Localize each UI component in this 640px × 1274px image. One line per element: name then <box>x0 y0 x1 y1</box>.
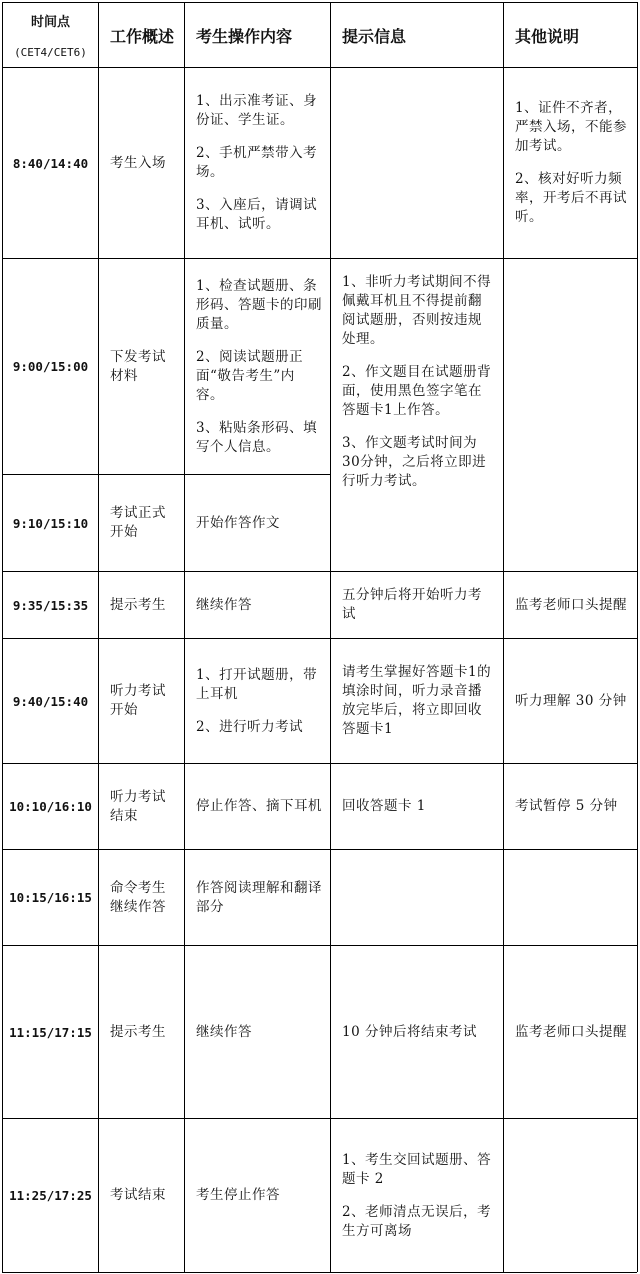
cell-text: 1、证件不齐者，严禁入场，不能参加考试。 <box>515 100 627 154</box>
cell-text: 监考老师口头提醒 <box>515 1023 627 1040</box>
notice-cell-empty <box>331 68 503 258</box>
cell-text: 1、非听力考试期间不得佩戴耳机且不得提前翻阅试题册，否则按违规处理。 <box>342 274 492 347</box>
other-cell <box>504 639 637 763</box>
cell-text: 考生停止作答 <box>196 1187 280 1203</box>
time-cell <box>3 68 98 258</box>
header-notice-label: 提示信息 <box>342 26 407 46</box>
other-cell <box>504 68 637 258</box>
header-time-cell <box>3 3 98 67</box>
other-cell <box>504 572 637 638</box>
overview-text: 听力考试结束 <box>110 788 166 824</box>
cell-text: 1、出示准考证、身份证、学生证。 <box>196 93 318 128</box>
table-horizontal-line <box>2 1272 637 1273</box>
cell-text: 听力理解 30 分钟 <box>515 692 627 709</box>
cell-text: 2、作文题目在试题册背面，使用黑色签字笔在答题卡1上作答。 <box>342 364 492 418</box>
overview-cell <box>99 639 184 763</box>
cell-text: 继续作答 <box>196 596 252 613</box>
overview-cell <box>99 475 184 571</box>
time-value: 8:40/14:40 <box>12 155 89 171</box>
cell-text: 1、考生交回试题册、答题卡 2 <box>342 1151 492 1187</box>
cell-text: 2、进行听力考试 <box>196 718 304 735</box>
header-time-label: 时间点 <box>30 15 70 30</box>
cell-text: 回收答题卡 1 <box>342 798 426 814</box>
notice-cell <box>331 639 503 763</box>
time-cell <box>3 850 98 945</box>
cell-text: 3、粘贴条形码、填写个人信息。 <box>196 419 318 455</box>
cell-text: 2、阅读试题册正面“敬告考生”内容。 <box>196 348 304 403</box>
header-other-label: 其他说明 <box>515 26 580 46</box>
time-value: 9:35/15:35 <box>12 597 89 613</box>
cell-text: 10 分钟后将结束考试 <box>342 1023 477 1040</box>
cell-text: 1、检查试题册、条形码、答题卡的印刷质量。 <box>196 277 322 332</box>
cell-text: 考试暂停 5 分钟 <box>515 798 618 814</box>
operation-cell <box>185 572 330 638</box>
header-overview-label: 工作概述 <box>110 26 175 46</box>
overview-text: 提示考生 <box>110 1023 166 1040</box>
time-cell <box>3 639 98 763</box>
cell-text: 请考生掌握好答题卡1的填涂时间，听力录音播放完毕后，将立即回收答题卡1 <box>342 664 492 737</box>
overview-cell <box>99 764 184 849</box>
notice-cell <box>331 572 503 638</box>
notice-cell <box>331 1119 503 1272</box>
time-value: 10:15/16:15 <box>9 890 92 905</box>
cell-text: 3、入座后，请调试耳机、试听。 <box>196 197 318 232</box>
overview-text: 考试正式开始 <box>110 505 166 540</box>
cell-text: 五分钟后将开始听力考试 <box>342 587 482 622</box>
operation-cell <box>185 946 330 1118</box>
overview-text: 听力考试开始 <box>110 683 166 718</box>
cell-text: 监考老师口头提醒 <box>515 596 627 613</box>
notice-cell-empty <box>331 850 503 945</box>
cell-text: 作答阅读理解和翻译部分 <box>196 879 322 915</box>
time-value: 9:10/15:10 <box>12 515 89 531</box>
cell-text: 2、核对好听力频率，开考后不再试听。 <box>515 171 627 225</box>
cell-text: 停止作答、摘下耳机 <box>196 798 322 814</box>
header-notice <box>331 3 503 67</box>
overview-text: 考试结束 <box>110 1187 166 1203</box>
overview-text: 提示考生 <box>110 596 166 613</box>
header-operation <box>185 3 330 67</box>
operation-cell <box>185 259 330 474</box>
cell-text: 1、打开试题册，带上耳机 <box>196 666 318 702</box>
operation-cell <box>185 639 330 763</box>
header-time-sub: (CET4/CET6) <box>14 46 87 59</box>
overview-cell <box>99 1119 184 1272</box>
overview-cell <box>99 572 184 638</box>
table-vertical-line <box>637 2 638 1272</box>
cell-text: 2、老师清点无误后，考生方可离场 <box>342 1203 492 1239</box>
time-cell <box>3 259 98 474</box>
overview-cell <box>99 68 184 258</box>
overview-cell <box>99 850 184 945</box>
header-operation-label: 考生操作内容 <box>196 26 293 46</box>
other-cell <box>504 764 637 849</box>
operation-cell <box>185 475 330 571</box>
cell-text: 3、作文题考试时间为30分钟，之后将立即进行听力考试。 <box>342 435 487 489</box>
time-value: 11:15/17:15 <box>9 1024 92 1040</box>
time-value: 9:40/15:40 <box>12 693 89 709</box>
time-cell <box>3 572 98 638</box>
operation-cell <box>185 850 330 945</box>
time-cell <box>3 475 98 571</box>
cell-text: 2、手机严禁带入考场。 <box>196 145 318 180</box>
header-overview <box>99 3 184 67</box>
operation-cell <box>185 1119 330 1272</box>
other-cell <box>504 946 637 1118</box>
time-cell <box>3 1119 98 1272</box>
notice-cell <box>331 764 503 849</box>
overview-text: 考生入场 <box>110 154 166 171</box>
overview-cell <box>99 946 184 1118</box>
time-value: 9:00/15:00 <box>12 359 89 374</box>
header-other <box>504 3 637 67</box>
cell-text: 继续作答 <box>196 1023 252 1040</box>
cell-text: 开始作答作文 <box>196 514 280 531</box>
time-value: 11:25/17:25 <box>9 1188 92 1203</box>
operation-cell <box>185 764 330 849</box>
time-cell <box>3 764 98 849</box>
operation-cell <box>185 68 330 258</box>
notice-cell <box>331 946 503 1118</box>
overview-cell <box>99 259 184 474</box>
time-cell <box>3 946 98 1118</box>
notice-cell-merged <box>331 259 503 571</box>
overview-text: 下发考试材料 <box>110 348 166 384</box>
time-value: 10:10/16:10 <box>9 799 92 814</box>
overview-text: 命令考生继续作答 <box>110 879 166 915</box>
